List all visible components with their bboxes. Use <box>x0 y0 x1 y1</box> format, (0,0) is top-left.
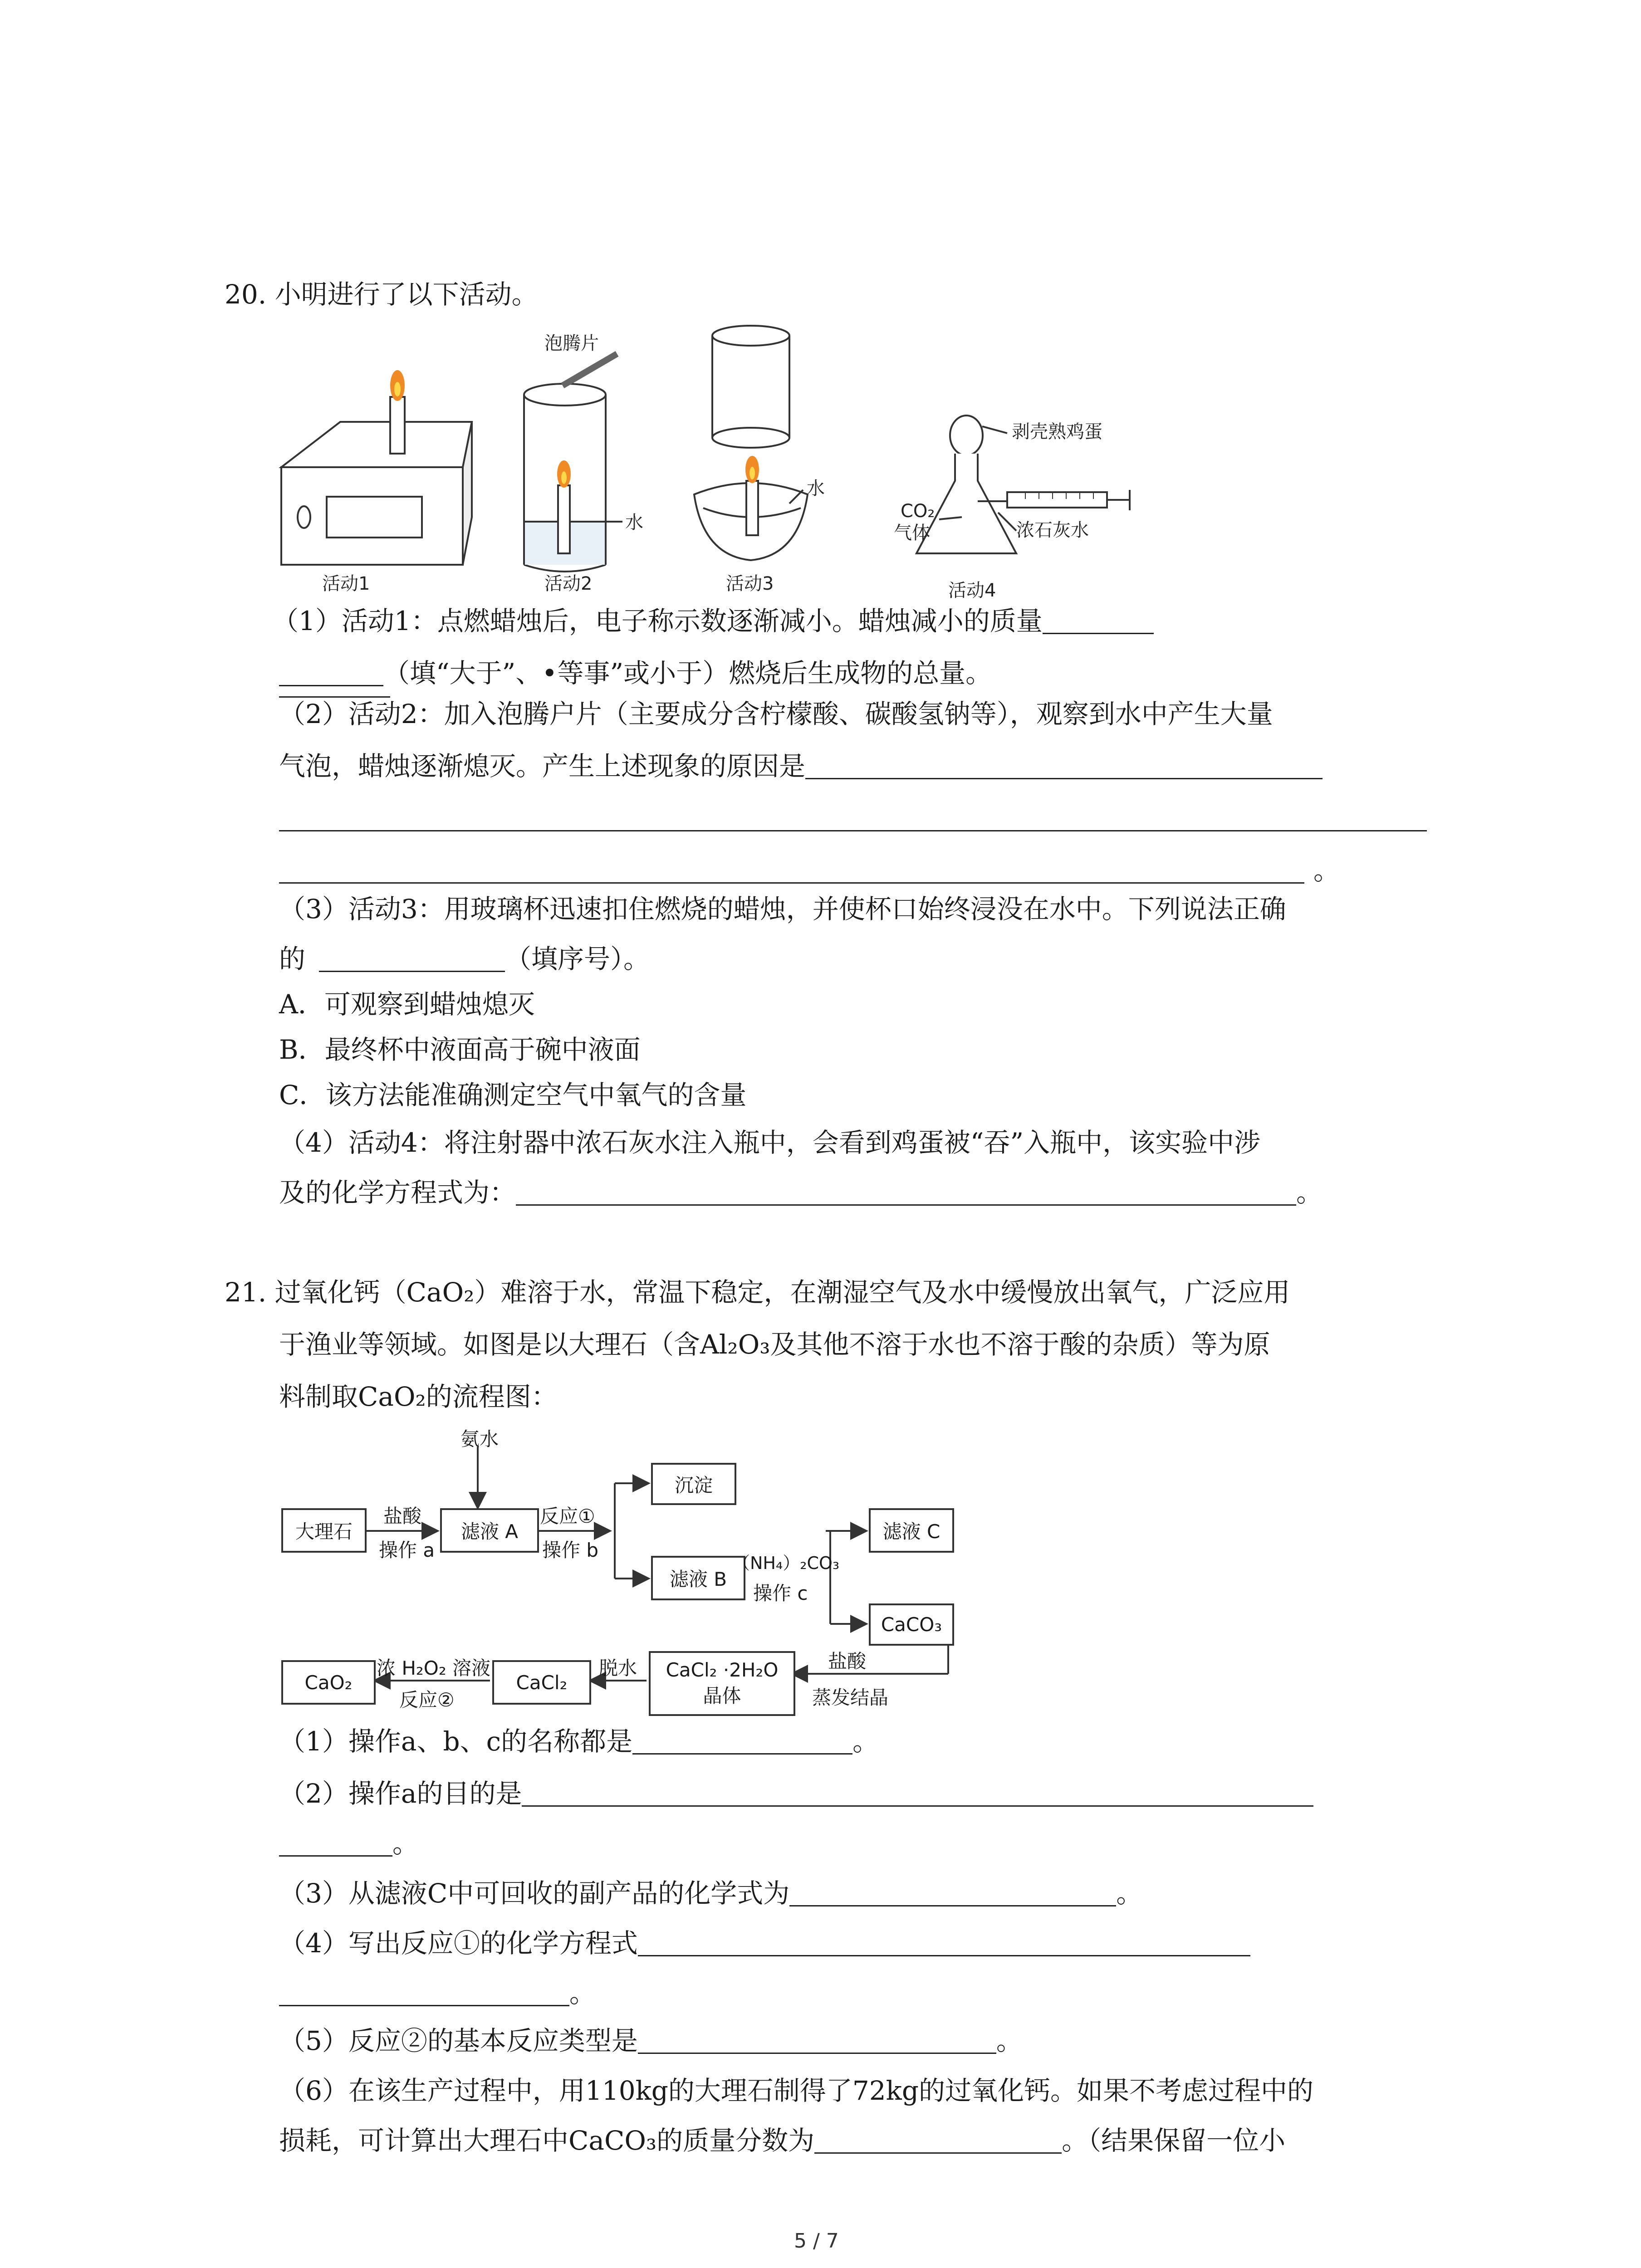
q20-part1-line2: （填“大于”、•等事”或小于）燃烧后生成物的总量。 <box>279 660 992 686</box>
flow-label-h2o2: 浓 H₂O₂ 溶液 <box>377 1657 491 1679</box>
answer-blank[interactable] <box>789 1882 1116 1906</box>
label-act4: 活动4 <box>948 580 996 601</box>
q20-part3-line1: （3）活动3：用玻璃杯迅速扣住燃烧的蜡烛，并使杯口始终浸没在水中。下列说法正确 <box>279 894 1286 924</box>
answer-blank[interactable] <box>279 1833 392 1857</box>
flow-label-nh4co3: （NH₄）₂CO₃ <box>733 1553 840 1573</box>
flow-box-lvye-a: 滤液 A <box>440 1508 539 1553</box>
q20-part4-line2: 及的化学方程式为： 。 <box>279 1177 1323 1208</box>
answer-blank[interactable] <box>638 2030 996 2054</box>
flow-box-cacl2-2h2o: CaCl₂ ·2H₂O 晶体 <box>649 1651 795 1716</box>
flow-anshui: 氨水 <box>460 1428 499 1450</box>
label-paoteng: 泡腾片 <box>544 333 599 354</box>
flow-label-fanying2: 反应② <box>399 1689 455 1711</box>
q21-part2-line2: 。 <box>279 1830 419 1857</box>
flow-box-dalishi: 大理石 <box>281 1508 367 1553</box>
label-egg: 剥壳熟鸡蛋 <box>1012 421 1102 442</box>
q21-part2: （2）操作a的目的是 <box>279 1780 1313 1807</box>
label-water-2: 水 <box>625 512 643 533</box>
flow-box-cacl2: CaCl₂ <box>492 1660 591 1705</box>
flow-label-zhengfa: 蒸发结晶 <box>812 1686 889 1709</box>
q21-stem-line2: 于渔业等领域。如图是以大理石（含Al₂O₃及其他不溶于水也不溶于酸的杂质）等为原 <box>279 1329 1270 1360</box>
q20-part1-line1: （1）活动1：点燃蜡烛后，电子称示数逐渐减小。蜡烛减小的质量 <box>272 608 1154 634</box>
flow-label-yansuan2: 盐酸 <box>828 1650 867 1672</box>
flow-label-fanying1: 反应① <box>540 1505 595 1527</box>
q21-stem-line1: 21. 过氧化钙（CaO₂）难溶于水，常温下稳定，在潮湿空气及水中缓慢放出氧气，广泛应用 <box>225 1277 1290 1308</box>
flow-label-caozuo-a: 操作 a <box>379 1539 435 1561</box>
label-limewater: 浓石灰水 <box>1016 520 1089 541</box>
flow-label-caozuo-c: 操作 c <box>753 1582 808 1604</box>
flow-box-lvye-b: 滤液 B <box>651 1556 745 1600</box>
q21-part1: （1）操作a、b、c的名称都是 。 <box>279 1726 879 1757</box>
flow-label-caozuo-b: 操作 b <box>542 1539 599 1561</box>
q21-stem-line3: 料制取CaO₂的流程图： <box>279 1381 558 1412</box>
q21-part4: （4）写出反应①的化学方程式 <box>279 1930 1250 1956</box>
q20-option-b: B．最终杯中液面高于碗中液面 <box>279 1034 641 1065</box>
q20-stem: 20. 小明进行了以下活动。 <box>225 279 538 310</box>
label-gas: 气体 <box>894 523 930 543</box>
q20-part2-line1: （2）活动2：加入泡腾户片（主要成分含柠檬酸、碳酸氢钠等），观察到水中产生大量 <box>279 699 1273 729</box>
label-act1: 活动1 <box>322 573 370 594</box>
answer-blank[interactable] <box>632 1730 852 1755</box>
flow-box-cao2: CaO₂ <box>281 1660 376 1705</box>
q21-part3: （3）从滤液C中可回收的副产品的化学式为 。 <box>279 1878 1143 1909</box>
label-act2: 活动2 <box>544 573 593 594</box>
q21-part6-line2: 损耗，可计算出大理石中CaCO₃的质量分数为 。（结果保留一位小 <box>279 2125 1286 2156</box>
q21-part6-line1: （6）在该生产过程中，用110kg的大理石制得了72kg的过氧化钙。如果不考虑过程中的 <box>279 2075 1313 2106</box>
q20-part2-line2: 气泡，蜡烛逐渐熄灭。产生上述现象的原因是 <box>279 753 1323 779</box>
q20-part2-end: 。 <box>1313 855 1340 886</box>
q20-part3-line2: 的 （填序号）。 <box>279 943 650 974</box>
label-co2: CO₂ <box>901 501 935 522</box>
answer-blank[interactable] <box>522 1783 1313 1807</box>
answer-blank[interactable] <box>279 1982 569 2006</box>
q20-option-c: C．该方法能准确测定空气中氧气的含量 <box>279 1080 747 1110</box>
label-act3: 活动3 <box>726 573 774 594</box>
flow-box-caco3: CaCO₃ <box>869 1603 954 1646</box>
q21-part4-line2: 。 <box>279 1980 596 2006</box>
flow-label-yansuan: 盐酸 <box>383 1505 422 1527</box>
q20-part4-line1: （4）活动4：将注射器中浓石灰水注入瓶中，会看到鸡蛋被“吞”入瓶中，该实验中涉 <box>279 1127 1261 1158</box>
answer-blank[interactable] <box>814 2130 1062 2154</box>
page-number: 5 / 7 <box>794 2229 839 2253</box>
answer-blank[interactable] <box>638 1932 1250 1956</box>
flow-box-chendian: 沉淀 <box>651 1463 736 1505</box>
label-water-3: 水 <box>807 478 825 499</box>
flow-box-lvye-c: 滤液 C <box>869 1508 954 1553</box>
q21-part5: （5）反应②的基本反应类型是 。 <box>279 2025 1023 2056</box>
q20-option-a: A．可观察到蜡烛熄灭 <box>279 989 535 1020</box>
flow-label-tuoshui: 脱水 <box>599 1657 637 1679</box>
